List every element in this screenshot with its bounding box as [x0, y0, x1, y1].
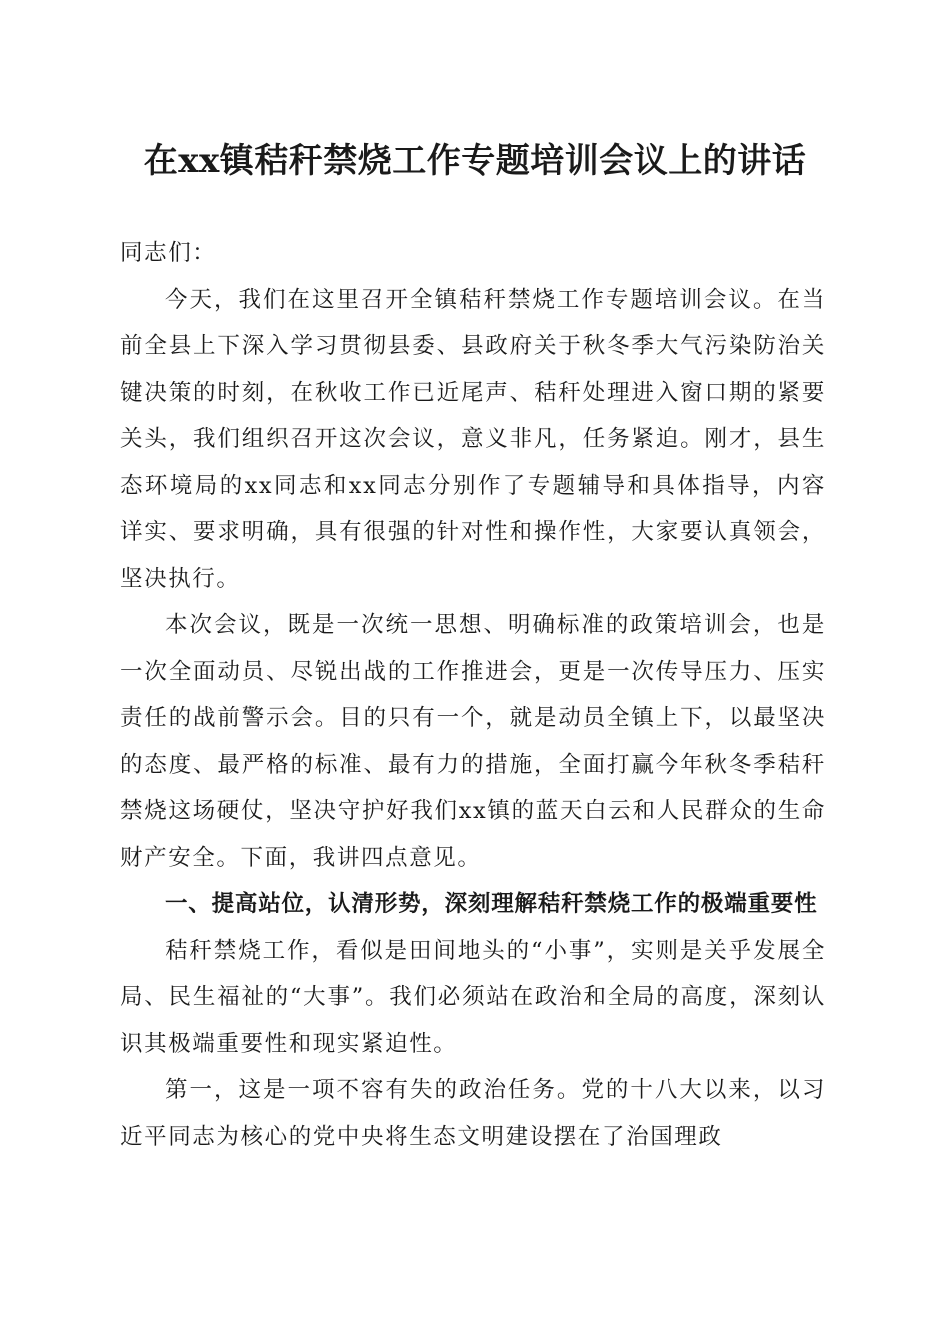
paragraph-purpose: 本次会议，既是一次统一思想、明确标准的政策培训会，也是一次全面动员、尽锐出战的工作推进会，更是一次传导压力、压实责任的战前警示会。目的只有一个，就是动员全镇上下，以最坚决的态度、最严格的标准、最有力的措施，全面打赢今年秋冬季秸秆禁烧这场硬仗，坚决守护好我们xx镇的蓝天白云和人民群众的生命财产安全。下面，我讲四点意见。: [120, 612, 826, 871]
document-body: [120, 230, 826, 1160]
paragraph-opening: 今天，我们在这里召开全镇秸秆禁烧工作专题培训会议。在当前全县上下深入学习贯彻县委、县政府关于秋冬季大气污染防治关键决策的时刻，在秋收工作已近尾声、秸秆处理进入窗口期的紧要关头，我们组织召开这次会议，意义非凡，任务紧迫。刚才，县生态环境局的xx同志和xx同志分别作了专题辅导和具体指导，内容详实、要求明确，具有很强的针对性和操作性，大家要认真领会，坚决执行。: [120, 286, 826, 592]
salutation: 同志们：: [120, 240, 217, 266]
section-heading-1: 一、提高站位，认清形势，深刻理解秸秆禁烧工作的极端重要性: [165, 891, 818, 917]
point-1-lead: 第一，这是一项不容有失的政治任务。: [165, 1077, 582, 1103]
point-1-paragraph: [120, 1067, 826, 1160]
document-title: 在xx镇秸秆禁烧工作专题培训会议上的讲话: [143, 141, 807, 181]
point-1-text: 党的十八大以来，以习近平同志为核心的党中央将生态文明建设摆在了治国理政: [120, 1077, 826, 1150]
section-1-intro: 秸秆禁烧工作，看似是田间地头的“小事”，实则是关乎发展全局、民生福祉的“大事”。我们必须站在政治和全局的高度，深刻认识其极端重要性和现实紧迫性。: [120, 937, 826, 1057]
